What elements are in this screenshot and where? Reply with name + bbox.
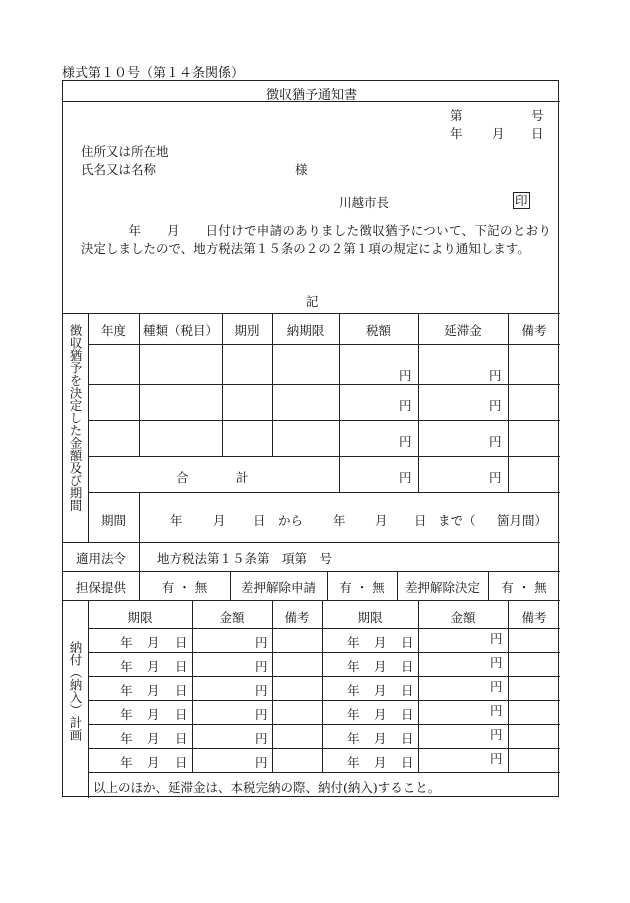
period-months: 箇月間） bbox=[497, 513, 548, 528]
seal-stamp: 印 bbox=[515, 193, 528, 208]
period-to-day: 日 bbox=[414, 513, 427, 528]
plan-month-2: 月 bbox=[374, 635, 387, 650]
period-to-month: 月 bbox=[375, 513, 388, 528]
total-label-b: 計 bbox=[236, 470, 249, 485]
plan-yen-2: 円 bbox=[490, 655, 503, 670]
release-request-choice: 有 ・ 無 bbox=[339, 580, 385, 595]
plan-year-2: 年 bbox=[347, 635, 360, 650]
amount-row-line bbox=[88, 420, 560, 421]
header-remarks: 備考 bbox=[521, 323, 547, 338]
plan-year-2: 年 bbox=[347, 707, 360, 722]
plan-yen-2: 円 bbox=[490, 727, 503, 742]
law-label: 適用法令 bbox=[75, 551, 126, 566]
plan-year-2: 年 bbox=[347, 731, 360, 746]
header-term: 期別 bbox=[234, 323, 260, 338]
plan-yen: 円 bbox=[255, 683, 268, 698]
plan-month-2: 月 bbox=[374, 755, 387, 770]
plan-day: 日 bbox=[175, 755, 188, 770]
plan-day-2: 日 bbox=[401, 659, 414, 674]
period-made: まで（ bbox=[438, 513, 476, 528]
plan-year: 年 bbox=[120, 659, 133, 674]
plan-yen-2: 円 bbox=[490, 751, 503, 766]
plan-month: 月 bbox=[147, 683, 160, 698]
law-row-top bbox=[63, 542, 560, 543]
amount-total-line bbox=[88, 492, 560, 493]
yen-mark: 円 bbox=[399, 398, 412, 413]
plan-month: 月 bbox=[147, 707, 160, 722]
plan-yen: 円 bbox=[255, 707, 268, 722]
plan-day: 日 bbox=[175, 731, 188, 746]
plan-month-2: 月 bbox=[374, 707, 387, 722]
period-col-line bbox=[139, 492, 140, 542]
plan-day-2: 日 bbox=[401, 731, 414, 746]
header-fiscal-year: 年度 bbox=[100, 323, 126, 338]
plan-yen-2: 円 bbox=[490, 679, 503, 694]
yen-mark: 円 bbox=[489, 470, 502, 485]
address-label: 住所又は所在地 bbox=[81, 144, 169, 159]
plan-month: 月 bbox=[147, 635, 160, 650]
plan-header-deadline-2: 期限 bbox=[357, 610, 383, 625]
plan-header-deadline: 期限 bbox=[127, 610, 153, 625]
plan-month-2: 月 bbox=[374, 731, 387, 746]
amount-table-top bbox=[63, 313, 560, 314]
mayor-label: 川越市長 bbox=[339, 195, 390, 210]
plan-yen: 円 bbox=[255, 635, 268, 650]
plan-day: 日 bbox=[175, 683, 188, 698]
period-label: 期間 bbox=[100, 513, 126, 528]
date-year: 年 bbox=[450, 126, 463, 141]
plan-header-remarks-2: 備考 bbox=[521, 610, 547, 625]
plan-yen: 円 bbox=[255, 659, 268, 674]
title-divider bbox=[63, 101, 560, 102]
yen-mark: 円 bbox=[489, 368, 502, 383]
col-line bbox=[418, 313, 419, 492]
honorific-sama: 様 bbox=[295, 162, 308, 177]
yen-mark: 円 bbox=[399, 434, 412, 449]
yen-mark: 円 bbox=[489, 434, 502, 449]
law-col-line bbox=[139, 542, 140, 571]
plan-year-2: 年 bbox=[347, 659, 360, 674]
amount-row-line bbox=[88, 456, 560, 457]
plan-month: 月 bbox=[147, 731, 160, 746]
notice-body-text: 年 月 日付けで申請のありました徴収猶予について、下記のとおり決定しましたので、地方税法第１５条の２の２第１項の規定により通知します。 bbox=[81, 223, 551, 256]
plan-day: 日 bbox=[175, 635, 188, 650]
name-label: 氏名又は名称 bbox=[81, 162, 157, 177]
period-from-day: 日 bbox=[253, 513, 266, 528]
header-tax-amount: 税額 bbox=[365, 323, 391, 338]
plan-footer-text: 以上のほか、延滞金は、本税完納の際、納付(納入)すること。 bbox=[93, 780, 441, 795]
yen-mark: 円 bbox=[399, 470, 412, 485]
yen-mark: 円 bbox=[489, 398, 502, 413]
plan-yen: 円 bbox=[255, 755, 268, 770]
plan-day: 日 bbox=[175, 659, 188, 674]
amount-row-line bbox=[88, 384, 560, 385]
form-title: 徴収猶予通知書 bbox=[265, 88, 357, 103]
plan-side-divider bbox=[88, 600, 89, 798]
plan-yen: 円 bbox=[255, 731, 268, 746]
period-kara: から bbox=[278, 513, 304, 528]
collateral-choice: 有 ・ 無 bbox=[161, 580, 208, 595]
notice-form bbox=[62, 80, 559, 797]
plan-yen-2: 円 bbox=[490, 703, 503, 718]
period-from-year: 年 bbox=[170, 513, 183, 528]
plan-header-remarks: 備考 bbox=[284, 610, 310, 625]
col-line bbox=[508, 313, 509, 492]
amount-side-divider bbox=[88, 313, 89, 542]
plan-month-2: 月 bbox=[374, 683, 387, 698]
plan-day-2: 日 bbox=[401, 635, 414, 650]
number-gou: 号 bbox=[531, 108, 544, 123]
plan-day-2: 日 bbox=[401, 707, 414, 722]
plan-side-label: 納付（納入）計画 bbox=[68, 641, 83, 741]
date-day: 日 bbox=[531, 126, 544, 141]
yen-mark: 円 bbox=[399, 368, 412, 383]
plan-month: 月 bbox=[147, 659, 160, 674]
release-decision-choice: 有 ・ 無 bbox=[501, 580, 547, 595]
plan-year: 年 bbox=[120, 707, 133, 722]
plan-day-2: 日 bbox=[401, 755, 414, 770]
collateral-row-top bbox=[63, 571, 560, 572]
amount-header-line bbox=[88, 344, 560, 345]
col-line bbox=[339, 313, 340, 492]
total-label-a: 合 bbox=[176, 470, 189, 485]
plan-year-2: 年 bbox=[347, 683, 360, 698]
plan-year: 年 bbox=[120, 683, 133, 698]
law-text: 地方税法第１５条第 項第 号 bbox=[157, 551, 333, 566]
plan-table-top bbox=[63, 600, 560, 601]
release-decision-label: 差押解除決定 bbox=[404, 580, 480, 595]
collateral-label: 担保提供 bbox=[75, 580, 126, 595]
ki-label: 記 bbox=[306, 294, 319, 309]
form-number: 様式第１０号（第１４条関係） bbox=[62, 66, 245, 81]
header-due-date: 納期限 bbox=[286, 323, 325, 338]
period-to-year: 年 bbox=[333, 513, 346, 528]
plan-year: 年 bbox=[120, 731, 133, 746]
plan-yen-2: 円 bbox=[490, 631, 503, 646]
plan-year: 年 bbox=[120, 755, 133, 770]
header-late-fee: 延滞金 bbox=[444, 323, 482, 338]
plan-year: 年 bbox=[120, 635, 133, 650]
number-dai: 第 bbox=[450, 108, 463, 123]
release-request-label: 差押解除申請 bbox=[240, 580, 316, 595]
period-from-month: 月 bbox=[213, 513, 226, 528]
plan-day-2: 日 bbox=[401, 683, 414, 698]
header-tax-type: 種類（税目） bbox=[142, 323, 218, 338]
plan-month-2: 月 bbox=[374, 659, 387, 674]
plan-footer-line bbox=[88, 772, 560, 773]
date-month: 月 bbox=[492, 126, 505, 141]
plan-header-amount: 金額 bbox=[219, 610, 245, 625]
plan-year-2: 年 bbox=[347, 755, 360, 770]
plan-day: 日 bbox=[175, 707, 188, 722]
plan-month: 月 bbox=[147, 755, 160, 770]
plan-header-amount-2: 金額 bbox=[450, 610, 476, 625]
amount-side-label: 徴収猶予を決定した金額及び期間 bbox=[68, 324, 83, 512]
